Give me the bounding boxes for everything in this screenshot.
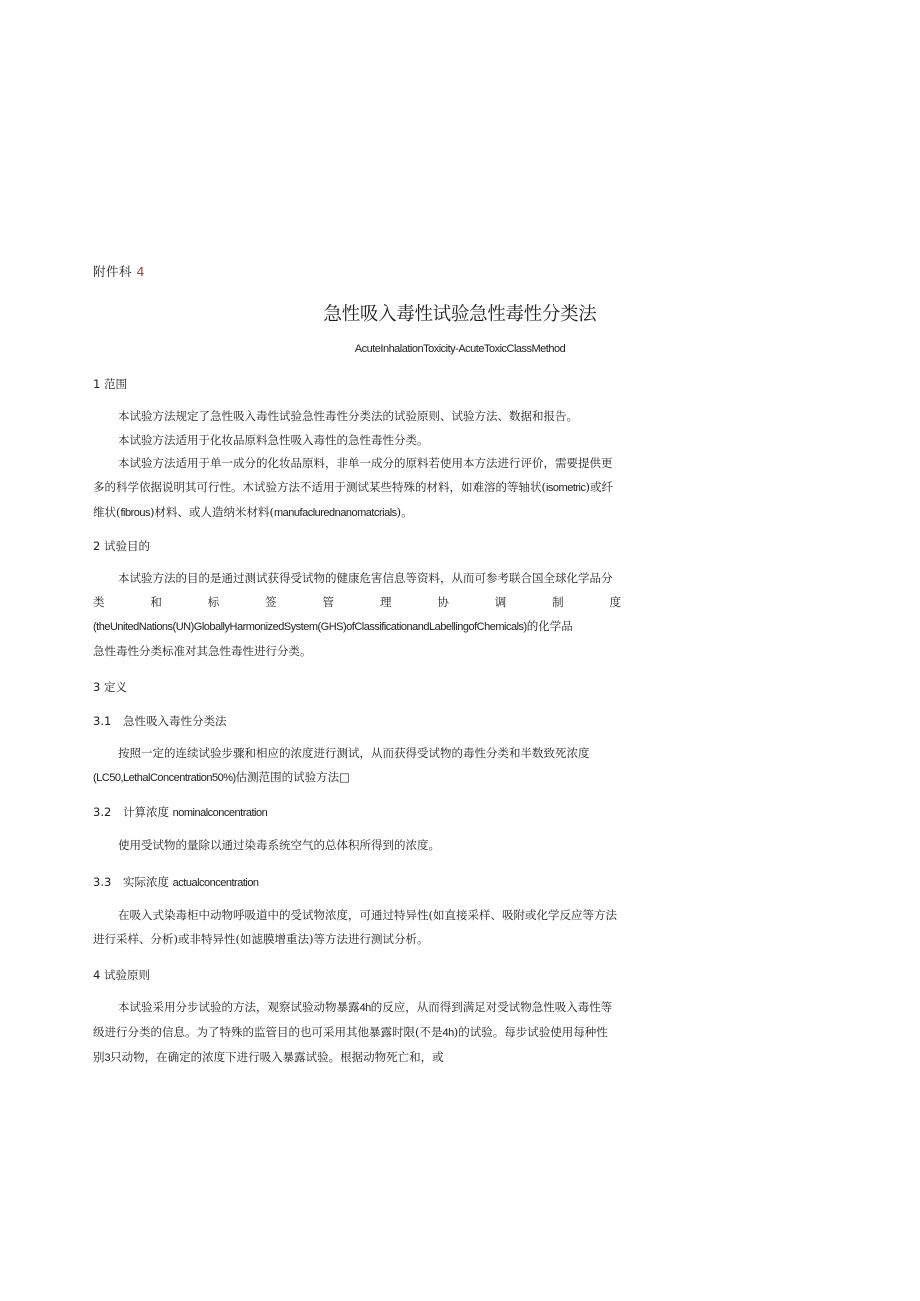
definition-3-3-heading: 3.3 实际浓度 actualconcentration [93,875,259,889]
section-1-paragraph-1: 本试验方法规定了急性吸入毒性试验急性毒性分类法的试验原则、试验方法、数据和报告。 [118,409,578,423]
document-title: 急性吸入毒性试验急性毒性分类法 [323,304,597,325]
definition-3-1-heading: 3.1 急性吸入毒性分类法 [93,714,227,728]
section-2-heading: 2 试验目的 [93,539,150,553]
annex-label [93,262,145,280]
section-1-paragraph-2: 本试验方法适用于化妆品原料急性吸入毒性的急性毒性分类。 [118,433,429,447]
definition-3-3-text: 在吸入式染毒柜中动物呼吸道中的受试物浓度，可通过特异性(如直接采样、吸附或化学反应等方法 进行采样、分析)或非特异性(如滤膜增重法)等方法进行测试分析。 [93,908,617,946]
section-1-paragraph-3: 本试验方法适用于单一成分的化妆品原料，非单一成分的原料若使用本方法进行评价，需要提供更 多的科学依据说明其可行性。木试验方法不适用于测试某些特殊的材料，如难溶的等轴状(isometric)或纤 维状(fibrous)材料、或人造纳米材料(manufaclurednanomatcrials)。 [93,456,613,519]
definition-3-2-heading: 3.2 计算浓度 nominalconcentration [93,805,268,819]
annex-text: 附件科 [93,264,133,279]
document-subtitle: AcuteInhalationToxicity-AcuteToxicClassMethod [354,343,566,355]
section-1-heading: 1 范围 [93,377,127,391]
section-2-spaced-line: 类 和 标 签 管 理 协 调 制 度 [93,595,621,609]
section-4-paragraph: 本试验采用分步试验的方法，观察试验动物暴露4h的反应，从而得到满足对受试物急性吸入毒性等 级进行分类的信息。为了特殊的监管目的也可采用其他暴露时限(不是4h)的试验。每步试验使用每种性 别3只动物，在确定的浓度下进行吸入暴露试验。根据动物死亡和，或 [93,1000,613,1064]
definition-3-1-text: 按照一定的连续试验步骤和相应的浓度进行测试，从而获得受试物的毒性分类和半数致死浓度 (LC50,LethalConcentration50%)估测范围的试验方法□ [93,746,590,784]
definition-3-2-text: 使用受试物的量除以通过染毒系统空气的总体积所得到的浓度。 [118,838,440,852]
annex-number: 4 [136,264,145,279]
section-4-heading: 4 试验原则 [93,968,150,982]
section-3-heading: 3 定义 [93,680,127,694]
section-2-paragraph: 本试验方法的目的是通过测试获得受试物的健康危害信息等资料，从而可参考联合国全球化学品分 类 和 标 签 管 理 协 调 制 度 (theUnitedNations(UN)GloballyHarmonizedSystem(GHS)ofClassificationandLabellingofChemicals)的化学品 急性毒性分类标准对其急性毒性进行分类。 [93,571,621,658]
